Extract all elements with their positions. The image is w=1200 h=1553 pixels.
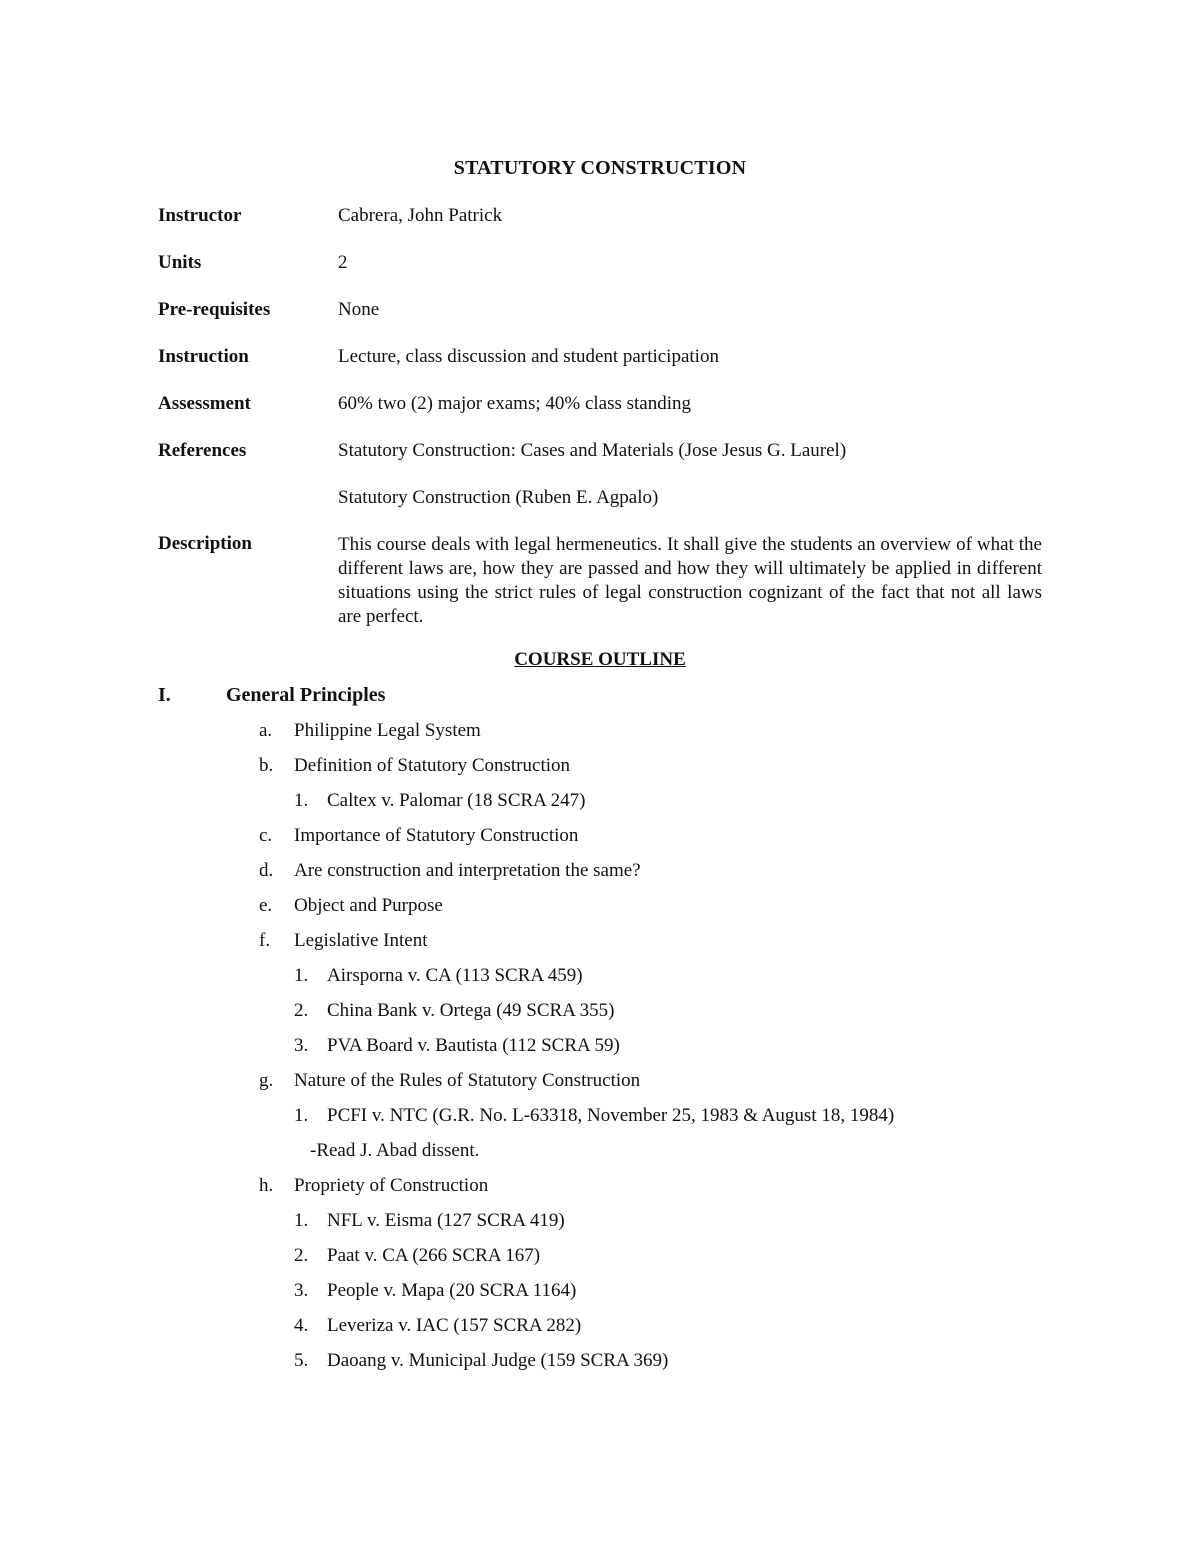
item-marker: 2. — [294, 1000, 309, 1021]
info-label: Description — [158, 533, 252, 554]
item-text: Airsporna v. CA (113 SCRA 459) — [327, 965, 583, 986]
info-value: Statutory Construction: Cases and Materials (Jose Jesus G. Laurel) — [338, 440, 847, 461]
item-text: People v. Mapa (20 SCRA 1164) — [327, 1280, 577, 1301]
item-text: Leveriza v. IAC (157 SCRA 282) — [327, 1315, 582, 1336]
item-text: NFL v. Eisma (127 SCRA 419) — [327, 1210, 565, 1231]
info-label: Instructor — [158, 205, 242, 226]
item-marker: h. — [259, 1175, 274, 1196]
item-text: Definition of Statutory Construction — [294, 755, 571, 776]
item-marker: e. — [259, 895, 273, 916]
info-value: None — [338, 299, 380, 320]
item-text: Importance of Statutory Construction — [294, 825, 579, 846]
item-marker: f. — [259, 930, 271, 951]
item-text: Caltex v. Palomar (18 SCRA 247) — [327, 790, 586, 811]
item-marker: 1. — [294, 790, 309, 811]
item-text: PVA Board v. Bautista (112 SCRA 59) — [327, 1035, 620, 1056]
item-marker: 3. — [294, 1280, 309, 1301]
document-title: STATUTORY CONSTRUCTION — [453, 157, 747, 179]
item-marker: c. — [259, 825, 273, 846]
item-marker: 1. — [294, 1210, 309, 1231]
item-marker: 4. — [294, 1315, 309, 1336]
item-marker: 3. — [294, 1035, 309, 1056]
item-text: Philippine Legal System — [294, 720, 481, 741]
outline-heading: COURSE OUTLINE — [514, 649, 686, 670]
info-value: Statutory Construction (Ruben E. Agpalo) — [338, 487, 659, 508]
info-value: Cabrera, John Patrick — [338, 205, 503, 226]
item-text: -Read J. Abad dissent. — [310, 1140, 480, 1161]
info-label: Instruction — [158, 346, 249, 367]
info-value: 60% two (2) major exams; 40% class standing — [338, 393, 692, 414]
item-marker: 2. — [294, 1245, 309, 1266]
item-text: PCFI v. NTC (G.R. No. L-63318, November 25, 1983 & August 18, 1984) — [327, 1105, 895, 1126]
item-text: Object and Purpose — [294, 895, 443, 916]
item-marker: g. — [259, 1070, 274, 1091]
section-title: General Principles — [226, 684, 386, 706]
info-label: Units — [158, 252, 202, 273]
item-text: Daoang v. Municipal Judge (159 SCRA 369) — [327, 1350, 669, 1371]
item-marker: 1. — [294, 965, 309, 986]
info-value: 2 — [338, 252, 348, 273]
info-value: Lecture, class discussion and student participation — [338, 346, 719, 367]
item-marker: 1. — [294, 1105, 309, 1126]
item-text: Are construction and interpretation the same? — [294, 860, 641, 881]
item-text: Propriety of Construction — [294, 1175, 489, 1196]
info-label: References — [158, 440, 247, 461]
description-text: This course deals with legal hermeneutics. It shall give the students an overview of what the different laws are, how they are passed and how they will ultimately be applied in different situations using the strict rules of legal construction cognizant of the fact that not all laws are perfect. — [338, 534, 1042, 627]
item-marker: b. — [259, 755, 274, 776]
item-marker: a. — [259, 720, 273, 741]
item-text: Nature of the Rules of Statutory Construction — [294, 1070, 641, 1091]
item-marker: d. — [259, 860, 274, 881]
item-text: Legislative Intent — [294, 930, 428, 951]
item-marker: 5. — [294, 1350, 309, 1371]
item-text: China Bank v. Ortega (49 SCRA 355) — [327, 1000, 615, 1021]
section-number: I. — [158, 684, 171, 706]
item-text: Paat v. CA (266 SCRA 167) — [327, 1245, 541, 1266]
info-label: Pre-requisites — [158, 299, 271, 320]
info-label: Assessment — [158, 393, 251, 414]
